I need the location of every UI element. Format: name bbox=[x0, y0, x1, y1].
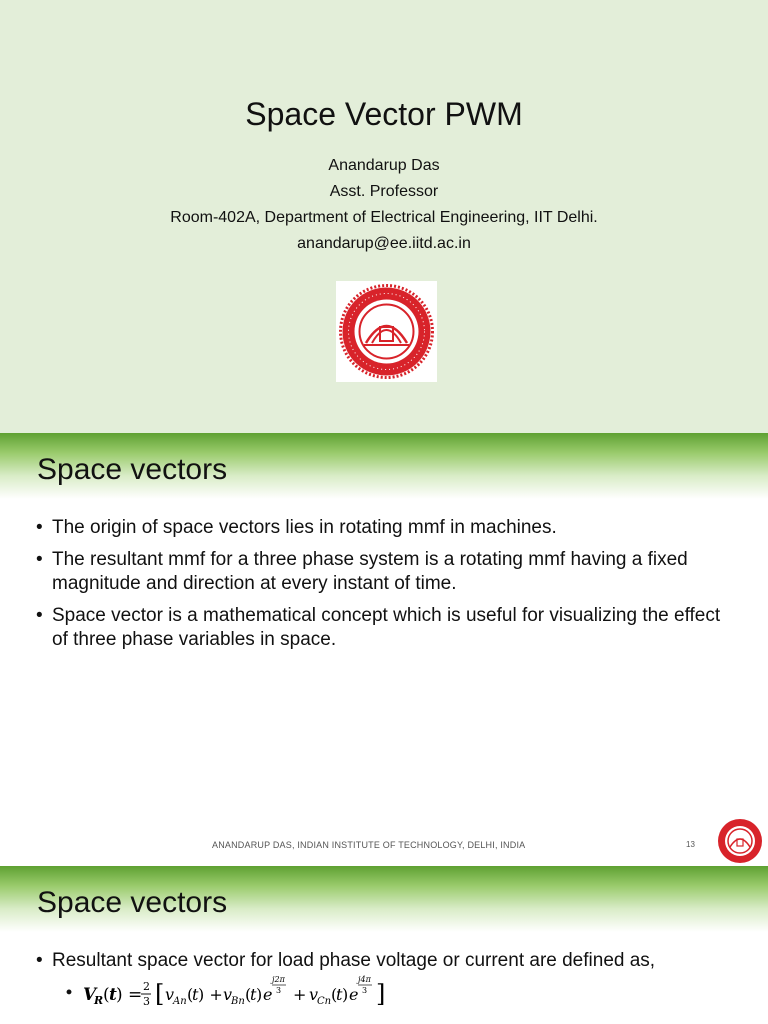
list-item: • The origin of space vectors lies in rotating mmf in machines. bbox=[36, 517, 557, 538]
svg-text:) =: ) = bbox=[116, 985, 143, 1005]
svg-text:e: e bbox=[263, 985, 273, 1004]
author-address: Room-402A, Department of Electrical Engineering, IIT Delhi. bbox=[170, 209, 598, 226]
bullet-list bbox=[36, 516, 736, 660]
svg-text:t: t bbox=[250, 985, 257, 1004]
svg-text:): ) bbox=[342, 985, 349, 1004]
svg-text:t: t bbox=[336, 985, 343, 1004]
svg-text:t: t bbox=[109, 985, 118, 1005]
slide-title: Space Vector PWM bbox=[245, 96, 523, 132]
svg-text:(: ( bbox=[245, 985, 252, 1004]
page-number: 13 bbox=[686, 840, 695, 849]
slide-heading: Space vectors bbox=[37, 886, 228, 919]
svg-text:V: V bbox=[83, 985, 97, 1005]
svg-text:Cn: Cn bbox=[317, 996, 332, 1007]
svg-text:Bn: Bn bbox=[231, 996, 246, 1007]
svg-text:(: ( bbox=[103, 985, 111, 1005]
list-item: • Resultant space vector for load phase voltage or current are defined as, bbox=[36, 950, 656, 971]
svg-text:An: An bbox=[173, 996, 188, 1007]
svg-text:R: R bbox=[94, 994, 104, 1007]
svg-text:) +: ) + bbox=[198, 985, 224, 1004]
slide-footer: ANANDARUP DAS, INDIAN INSTITUTE OF TECHNOLOGY, DELHI, INDIA bbox=[212, 840, 526, 850]
space-vectors-slide-1 bbox=[0, 433, 768, 866]
title-slide bbox=[0, 0, 768, 433]
svg-text:): ) bbox=[256, 985, 263, 1004]
svg-text:e: e bbox=[349, 985, 359, 1004]
svg-text:v: v bbox=[165, 985, 175, 1004]
author-email: anandarup@ee.iitd.ac.in bbox=[297, 235, 471, 252]
svg-text:(: ( bbox=[187, 985, 194, 1004]
space-vector-formula: • V R ( t ) = 2 3 [ v An ( t ) + v Bn ( t ) e j2π 3 + v Cn ( t ) e j4π 3 ] bbox=[64, 975, 386, 1008]
svg-text:[: [ bbox=[155, 980, 165, 1008]
list-item: • The resultant mmf for a three phase system is a rotating mmf having a fixed magnitude and direction at every instant of time. bbox=[36, 549, 688, 594]
svg-text:+: + bbox=[293, 985, 307, 1004]
slide-heading: Space vectors bbox=[37, 453, 228, 486]
list-item: • Space vector is a mathematical concept which is useful for visualizing the effect of three phase variables in space. bbox=[36, 605, 721, 650]
svg-text:v: v bbox=[309, 985, 319, 1004]
svg-text:3: 3 bbox=[143, 995, 151, 1008]
svg-text:3: 3 bbox=[276, 986, 282, 995]
svg-text:j4π: j4π bbox=[358, 975, 372, 984]
svg-text:j2π: j2π bbox=[272, 975, 286, 984]
svg-text:(: ( bbox=[331, 985, 338, 1004]
svg-text:]: ] bbox=[376, 980, 386, 1008]
svg-text:v: v bbox=[223, 985, 233, 1004]
svg-text:t: t bbox=[192, 985, 199, 1004]
svg-text:3: 3 bbox=[362, 986, 368, 995]
author-position: Asst. Professor bbox=[329, 183, 439, 200]
author-name: Anandarup Das bbox=[328, 157, 440, 174]
svg-text:2: 2 bbox=[143, 980, 151, 993]
iit-delhi-logo-icon bbox=[336, 281, 437, 382]
iit-delhi-logo-icon bbox=[716, 817, 764, 865]
space-vectors-slide-2 bbox=[0, 866, 768, 1024]
